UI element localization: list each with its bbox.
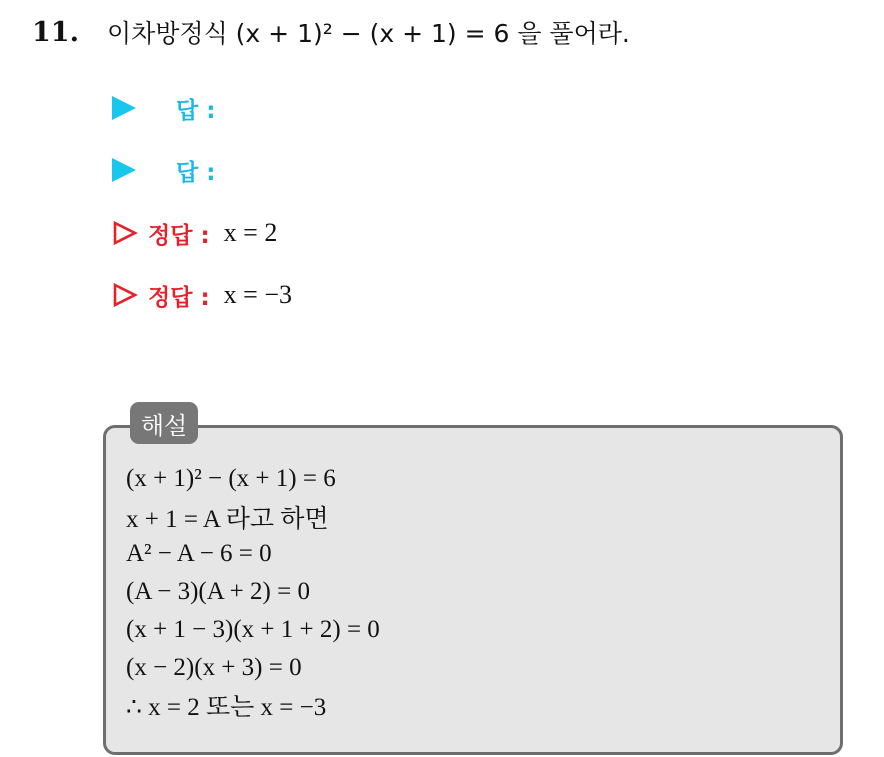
explanation-line: (x + 1)² − (x + 1) = 6 [126, 465, 336, 492]
answer-label: 답 : [176, 97, 216, 124]
problem-text: 이차방정식 (x + 1)² − (x + 1) = 6 을 풀어라. [106, 19, 630, 48]
explanation-line: (x − 2)(x + 3) = 0 [126, 654, 302, 681]
explanation-tag: 해설 [130, 402, 198, 444]
correct-answer-row-1 [112, 213, 277, 253]
correct-answer-label: 정답 : [148, 284, 210, 311]
explanation-line: A² − A − 6 = 0 [126, 540, 272, 567]
problem-number: 11. [32, 16, 79, 48]
correct-answer-row-2 [112, 275, 292, 315]
explanation-line: x + 1 = A 라고 하면 [126, 506, 329, 533]
problem-statement [32, 12, 630, 52]
answer-row-2 [112, 150, 215, 190]
answer-label: 답 : [176, 159, 216, 186]
answer-row-1 [112, 88, 215, 128]
explanation-line: (A − 3)(A + 2) = 0 [126, 578, 310, 605]
explanation-line: ∴ x = 2 또는 x = −3 [126, 694, 327, 721]
correct-answer-value: x = 2 [223, 218, 278, 247]
correct-answer-label: 정답 : [148, 222, 210, 249]
explanation-line: (x + 1 − 3)(x + 1 + 2) = 0 [126, 616, 380, 643]
play-icon [112, 96, 136, 120]
outline-play-icon [112, 282, 138, 308]
play-icon [112, 158, 136, 182]
correct-answer-value: x = −3 [223, 280, 292, 309]
outline-play-icon [112, 220, 138, 246]
